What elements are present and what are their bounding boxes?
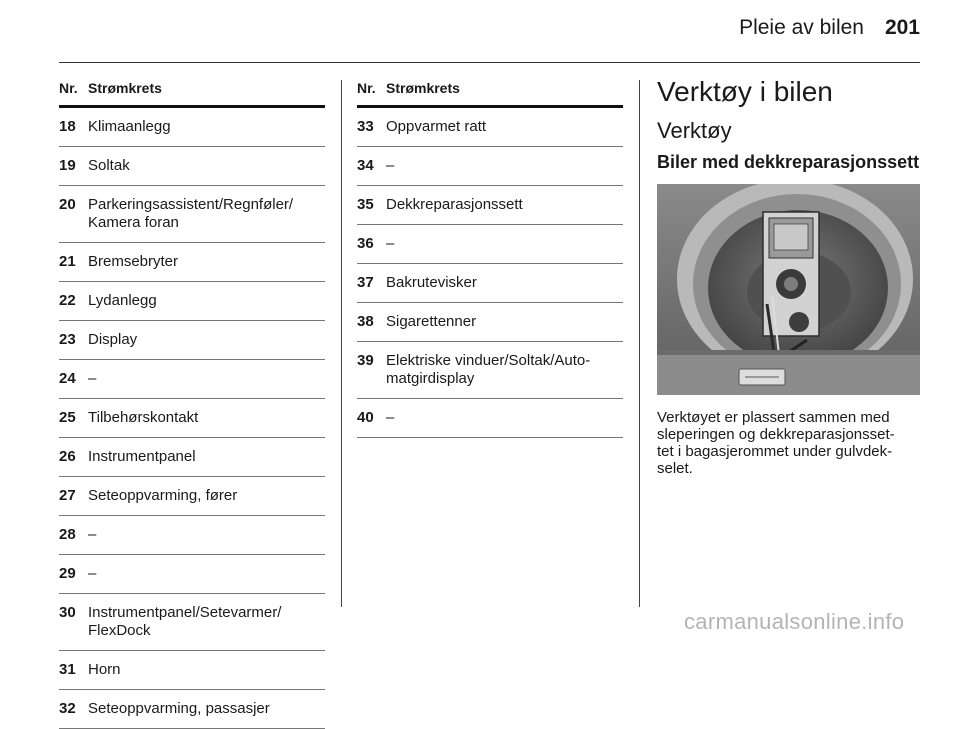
fuse-circuit: Seteoppvarming, passasjer: [88, 700, 270, 717]
fuse-number: 40: [357, 409, 374, 426]
fuse-circuit: –: [386, 235, 395, 252]
fuse-number: 38: [357, 313, 374, 330]
table-row: [357, 303, 623, 342]
table-row: [59, 438, 325, 477]
fuse-circuit: –: [88, 370, 97, 387]
table-row: [59, 399, 325, 438]
fuse-table-right: [357, 80, 623, 438]
table-row: [357, 108, 623, 147]
table-row: [357, 225, 623, 264]
table-row: [59, 477, 325, 516]
fuse-circuit: Soltak: [88, 157, 130, 174]
fuse-circuit: Instrumentpanel/Setevarmer/ FlexDock: [88, 604, 282, 639]
table-row: [59, 108, 325, 147]
fuse-number: 28: [59, 526, 76, 543]
page-number: 201: [884, 16, 920, 39]
header-rule: [59, 62, 920, 63]
fuse-number: 24: [59, 370, 76, 387]
section-subsubtitle: Biler med dekkreparasjonssett: [657, 152, 920, 172]
table-body: [357, 108, 623, 438]
fuse-number: 29: [59, 565, 76, 582]
table-row: [59, 594, 325, 651]
fuse-circuit: Klimaanlegg: [88, 118, 171, 135]
section-title: Verktøy i bilen: [657, 76, 833, 107]
fuse-number: 30: [59, 604, 76, 621]
fuse-circuit: –: [386, 157, 395, 174]
fuse-number: 37: [357, 274, 374, 291]
fuse-circuit: Bremsebryter: [88, 253, 179, 270]
fuse-number: 33: [357, 118, 374, 135]
fuse-circuit: Parkeringsassistent/Regnføler/ Kamera foran: [88, 196, 294, 231]
table-row: [59, 651, 325, 690]
fuse-number: 35: [357, 196, 374, 213]
fuse-circuit: Tilbehørskontakt: [88, 409, 199, 426]
table-row: [59, 282, 325, 321]
fuse-number: 36: [357, 235, 374, 252]
trunk-tool-compartment-illustration: [657, 184, 920, 395]
section-subtitle: Verktøy: [657, 118, 732, 143]
running-header-title: Pleie av bilen: [739, 16, 864, 39]
fuse-number: 34: [357, 157, 374, 174]
fuse-number: 32: [59, 700, 76, 717]
fuse-circuit: Instrumentpanel: [88, 448, 196, 465]
watermark: carmanualsonline.info: [684, 609, 905, 634]
table-row: [59, 186, 325, 243]
fuse-number: 22: [59, 292, 76, 309]
table-row: [59, 516, 325, 555]
table-header: [59, 80, 325, 108]
fuse-circuit: Lydanlegg: [88, 292, 157, 309]
fuse-number: 25: [59, 409, 76, 426]
table-body: [59, 108, 325, 729]
column-header-circuit: Strømkrets: [386, 80, 460, 96]
fuse-circuit: Horn: [88, 661, 121, 678]
section-body-text: Verktøyet er plassert sammen med sleperingen og dekkreparasjonsset- tet i bagasjerommet under gulvdek- selet.: [657, 409, 895, 477]
table-header: [357, 80, 623, 108]
column-header-circuit: Strømkrets: [88, 80, 162, 96]
fuse-circuit: Sigarettenner: [386, 313, 477, 330]
fuse-circuit: –: [88, 526, 97, 543]
fuse-number: 23: [59, 331, 76, 348]
column-divider: [639, 80, 640, 607]
table-row: [59, 147, 325, 186]
table-row: [357, 147, 623, 186]
column-divider: [341, 80, 342, 607]
fuse-number: 26: [59, 448, 76, 465]
table-row: [59, 321, 325, 360]
table-row: [59, 690, 325, 729]
fuse-circuit: Bakrutevisker: [386, 274, 477, 291]
fuse-circuit: Oppvarmet ratt: [386, 118, 487, 135]
fuse-circuit: –: [386, 409, 395, 426]
fuse-number: 19: [59, 157, 76, 174]
table-row: [59, 243, 325, 282]
fuse-number: 21: [59, 253, 76, 270]
fuse-number: 20: [59, 196, 76, 213]
fuse-table-left: [59, 80, 325, 729]
table-row: [357, 186, 623, 225]
fuse-number: 31: [59, 661, 76, 678]
column-header-nr: Nr.: [357, 80, 376, 96]
fuse-circuit: –: [88, 565, 97, 582]
table-row: [59, 555, 325, 594]
fuse-number: 18: [59, 118, 76, 135]
fuse-circuit: Display: [88, 331, 138, 348]
fuse-number: 39: [357, 352, 374, 369]
fuse-circuit: Elektriske vinduer/Soltak/Auto- matgirdisplay: [386, 352, 591, 387]
table-row: [357, 264, 623, 303]
table-row: [357, 342, 623, 399]
fuse-circuit: Seteoppvarming, fører: [88, 487, 238, 504]
fuse-number: 27: [59, 487, 76, 504]
table-row: [59, 360, 325, 399]
table-row: [357, 399, 623, 438]
column-header-nr: Nr.: [59, 80, 78, 96]
fuse-circuit: Dekkreparasjonssett: [386, 196, 523, 213]
